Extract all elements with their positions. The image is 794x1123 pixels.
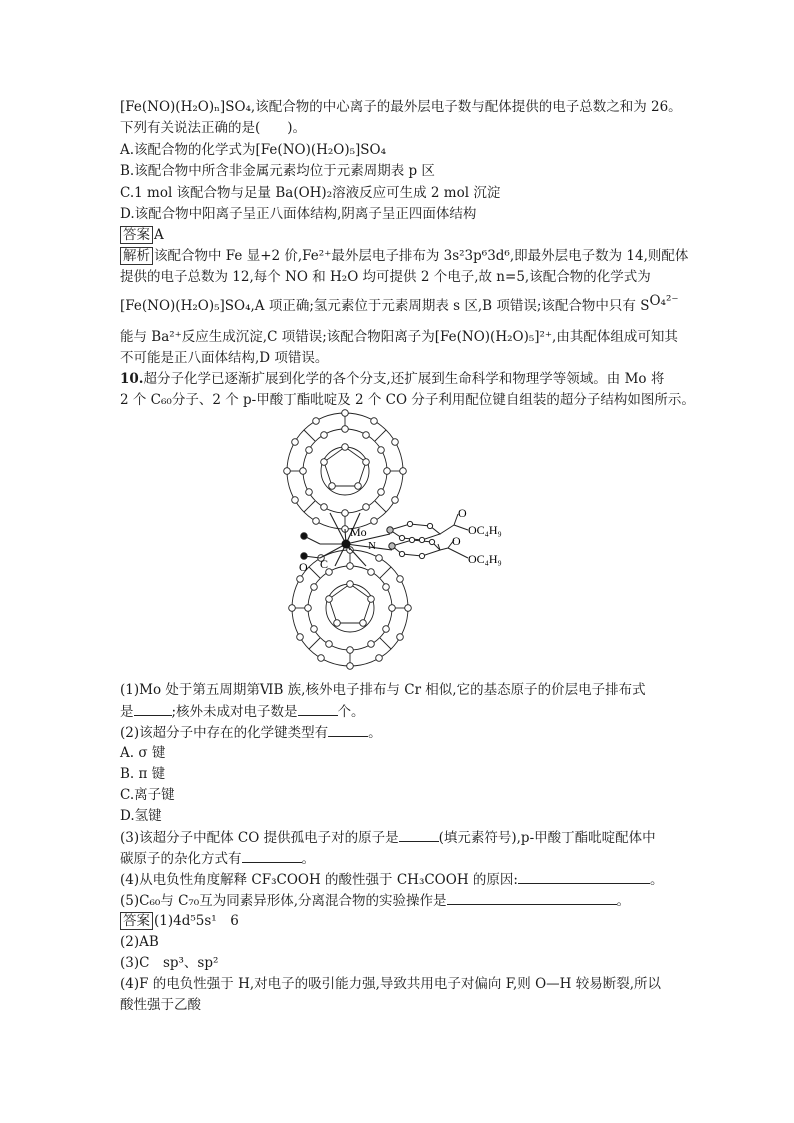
butoxy-label-2: OC₄H₉	[468, 552, 502, 566]
q10-answer-2: (2)AB	[120, 934, 159, 950]
c-label: C	[320, 557, 329, 571]
q10-answer-4-line-1: (4)F 的电负性强于 H,对电子的吸引能力强,导致共用电子对偏向 F,则 O—H 较易断裂,所以	[120, 976, 661, 992]
q9-analysis-line-3	[120, 293, 679, 315]
q9-line-1: [Fe(NO)(H₂O)ₙ]SO₄,该配合物的中心离子的最外层电子数与配体提供的电子总数之和为 26。	[120, 99, 682, 115]
q9-line-2: 下列有关说法正确的是( )。	[120, 120, 307, 136]
o-top-label: O	[458, 506, 467, 520]
q9-analysis-line-5: 不可能是正八面体结构,D 项错误。	[120, 350, 329, 366]
analysis-tag: 解析	[120, 247, 153, 265]
q9-analysis-line-4: 能与 Ba²⁺反应生成沉淀,C 项错误;该配合物阳离子为[Fe(NO)(H₂O)₅]²⁺,由其配体组成可知其	[120, 329, 678, 345]
question-number: 10.	[120, 371, 144, 387]
c60-top-atoms	[284, 410, 407, 533]
q10-part3-suffix: (填元素符号),p-甲酸丁酯吡啶配体中	[438, 830, 656, 846]
nitrogen-atom	[387, 527, 393, 533]
q10-part1-suffix: 个。	[337, 704, 365, 720]
co-oxygen-atom	[301, 533, 307, 539]
q10-part2-option-c: C.离子键	[120, 787, 175, 803]
q10-stem-line-1	[120, 370, 664, 388]
co-ligands	[301, 533, 320, 559]
q10-part3-suffix-2: 。	[301, 851, 315, 867]
n-label: N	[368, 540, 376, 552]
q10-part4-text: (4)从电负性角度解释 CF₃COOH 的酸性强于 CH₃COOH 的原因:	[120, 872, 518, 888]
q10-part4-suffix: 。	[649, 872, 664, 888]
q9-analysis-text-3: [Fe(NO)(H₂O)₅]SO₄,A 项正确;氢元素位于元素周期表 s 区,B 项错误;该配合物中只有 S	[120, 298, 650, 314]
q9-analysis-text-1: 该配合物中 Fe 显+2 价,Fe²⁺最外层电子排布为 3s²3p⁶3d⁶,即最外层电子数为 14,则配体	[154, 248, 689, 264]
q10-part3-line-2	[120, 849, 315, 868]
q10-answer-4-line-2: 酸性强于乙酸	[120, 997, 201, 1013]
q10-part4	[120, 870, 663, 889]
answer-tag: 答案	[120, 912, 153, 930]
q9-option-a: A.该配合物的化学式为[Fe(NO)(H₂O)₅]SO₄	[120, 142, 387, 158]
q10-part5	[120, 891, 630, 910]
q10-part1-line-2	[120, 702, 365, 721]
answer-blank[interactable]	[399, 828, 439, 842]
answer-blank[interactable]	[242, 849, 302, 863]
q10-part1-line-1: (1)Mo 处于第五周期第ⅥB 族,核外电子排布与 Cr 相似,它的基态原子的价层电子排布式	[120, 682, 646, 698]
o-mid-label: O	[452, 534, 461, 548]
answer-blank[interactable]	[518, 870, 650, 884]
q10-part2-option-a: A. σ 键	[120, 745, 166, 761]
co-oxygen-atom	[301, 553, 307, 559]
q10-part2-text: (2)该超分子中存在的化学键类型有	[120, 725, 329, 741]
q10-part5-text: (5)C₆₀与 C₇₀互为同素异形体,分离混合物的实验操作是	[120, 893, 447, 909]
q9-option-c: C.1 mol 该配合物与足量 Ba(OH)₂溶液反应可生成 2 mol 沉淀	[120, 185, 501, 201]
answer-blank[interactable]	[134, 702, 172, 716]
q9-analysis-line-1	[120, 247, 688, 265]
q10-part5-suffix: 。	[616, 893, 631, 909]
mo-label: Mo	[350, 525, 367, 539]
answer-blank[interactable]	[298, 702, 338, 716]
q10-part3-text: (3)该超分子中配体 CO 提供孤电子对的原子是	[120, 830, 399, 846]
c60-top-molecule	[284, 410, 407, 533]
q10-part3-text-2: 碳原子的杂化方式有	[120, 851, 242, 867]
nitrogen-atom	[389, 543, 395, 549]
q10-answer-line-1	[120, 912, 239, 930]
q9-answer-value: A	[154, 227, 164, 243]
q10-part3-line-1	[120, 828, 656, 847]
q10-answer-3: (3)C sp³、sp²	[120, 955, 219, 971]
butoxy-label-1: OC₄H₉	[468, 523, 502, 537]
o-bottom-label: O	[299, 560, 308, 574]
q10-stem-line-2: 2 个 C₆₀分子、2 个 p-甲酸丁酯吡啶及 2 个 CO 分子利用配位键自组装的超分子结构如图所示。	[120, 392, 695, 408]
answer-blank[interactable]	[447, 891, 617, 905]
q10-stem-text-1: 超分子化学已逐渐扩展到化学的各个分支,还扩展到生命科学和物理学等领域。由 Mo 将	[143, 371, 665, 387]
molybdenum-atom	[342, 540, 351, 549]
answer-tag: 答案	[120, 226, 153, 244]
q9-analysis-line-2: 提供的电子总数为 12,每个 NO 和 H₂O 均可提供 2 个电子,故 n=5,该配合物的化学式为	[120, 269, 651, 285]
q9-option-d: D.该配合物中阳离子呈正八面体结构,阴离子呈正四面体结构	[120, 206, 477, 222]
q10-part2-option-d: D.氢键	[120, 808, 162, 824]
q9-option-b: B.该配合物中所含非金属元素均位于元素周期表 p 区	[120, 163, 435, 179]
supramolecule-figure	[280, 408, 560, 676]
q9-answer	[120, 226, 164, 244]
q10-part2-suffix: 。	[368, 725, 382, 741]
answer-blank[interactable]	[328, 723, 368, 737]
q10-part2	[120, 723, 382, 742]
q10-answer-1: (1)4d⁵5s¹ 6	[154, 913, 239, 929]
sulfate-ion: O₄²⁻	[649, 293, 679, 309]
q10-part2-option-b: B. π 键	[120, 766, 166, 782]
q10-part1-prefix: 是	[120, 704, 134, 720]
q10-part1-middle: ;核外未成对电子数是	[171, 704, 298, 720]
